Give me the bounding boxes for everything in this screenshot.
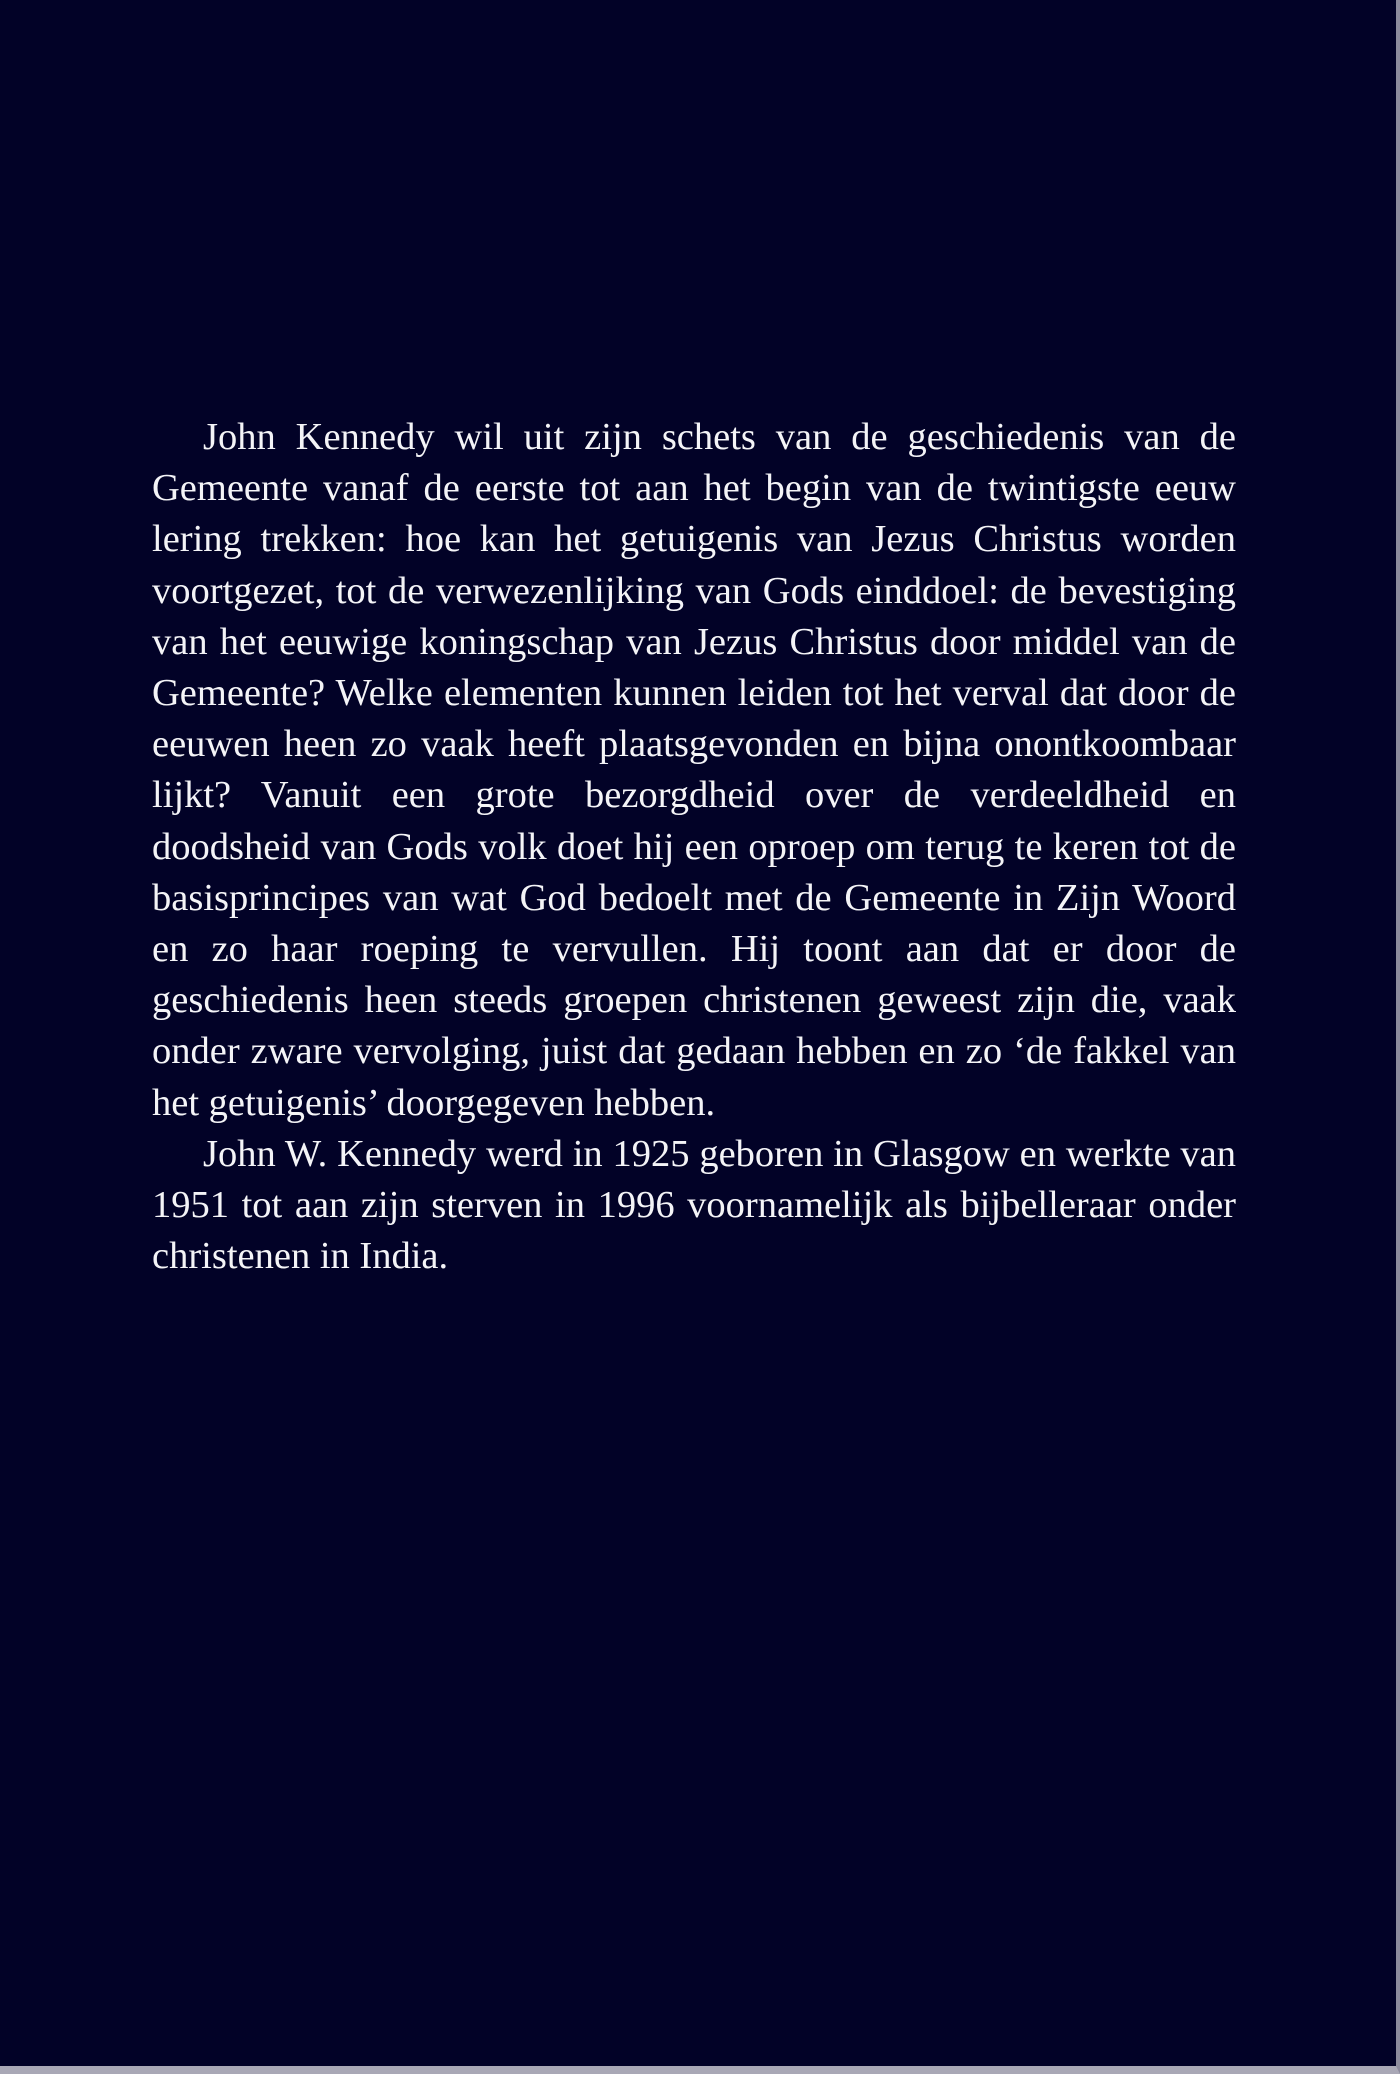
blurb-paragraph-description: John Kennedy wil uit zijn schets van de geschiedenis van de Gemeente vanaf de eerste tot aan het begin van de twintigste eeuw lering trekken: hoe kan het getuigenis van Jezus Christus worden voortgezet, tot de verwezenlijking van Gods einddoel: de bevestiging van het eeuwige koningschap van Jezus Christus door middel van de Gemeente? Welke elementen kunnen leiden tot het verval dat door de eeuwen heen zo vaak heeft plaatsgevonden en bijna onontkoombaar lijkt? Vanuit een grote bezorgdheid over de verdeeldheid en doodsheid van Gods volk doet hij een oproep om terug te keren tot de basisprincipes van wat God bedoelt met de Gemeente in Zijn Woord en zo haar roeping te vervullen. Hij toont aan dat er door de geschiedenis heen steeds groepen christenen geweest zijn die, vaak onder zware vervolging, juist dat gedaan hebben en zo ‘de fakkel van het getuigenis’ doorgegeven hebben. [152,416,1236,1124]
blurb-paragraph-author-bio: John W. Kennedy werd in 1925 geboren in Glasgow en werkte van 1951 tot aan zijn sterven in 1996 voornamelijk als bijbelleraar onder christenen in India. [152,1132,1236,1278]
blurb-text [152,412,1236,1282]
